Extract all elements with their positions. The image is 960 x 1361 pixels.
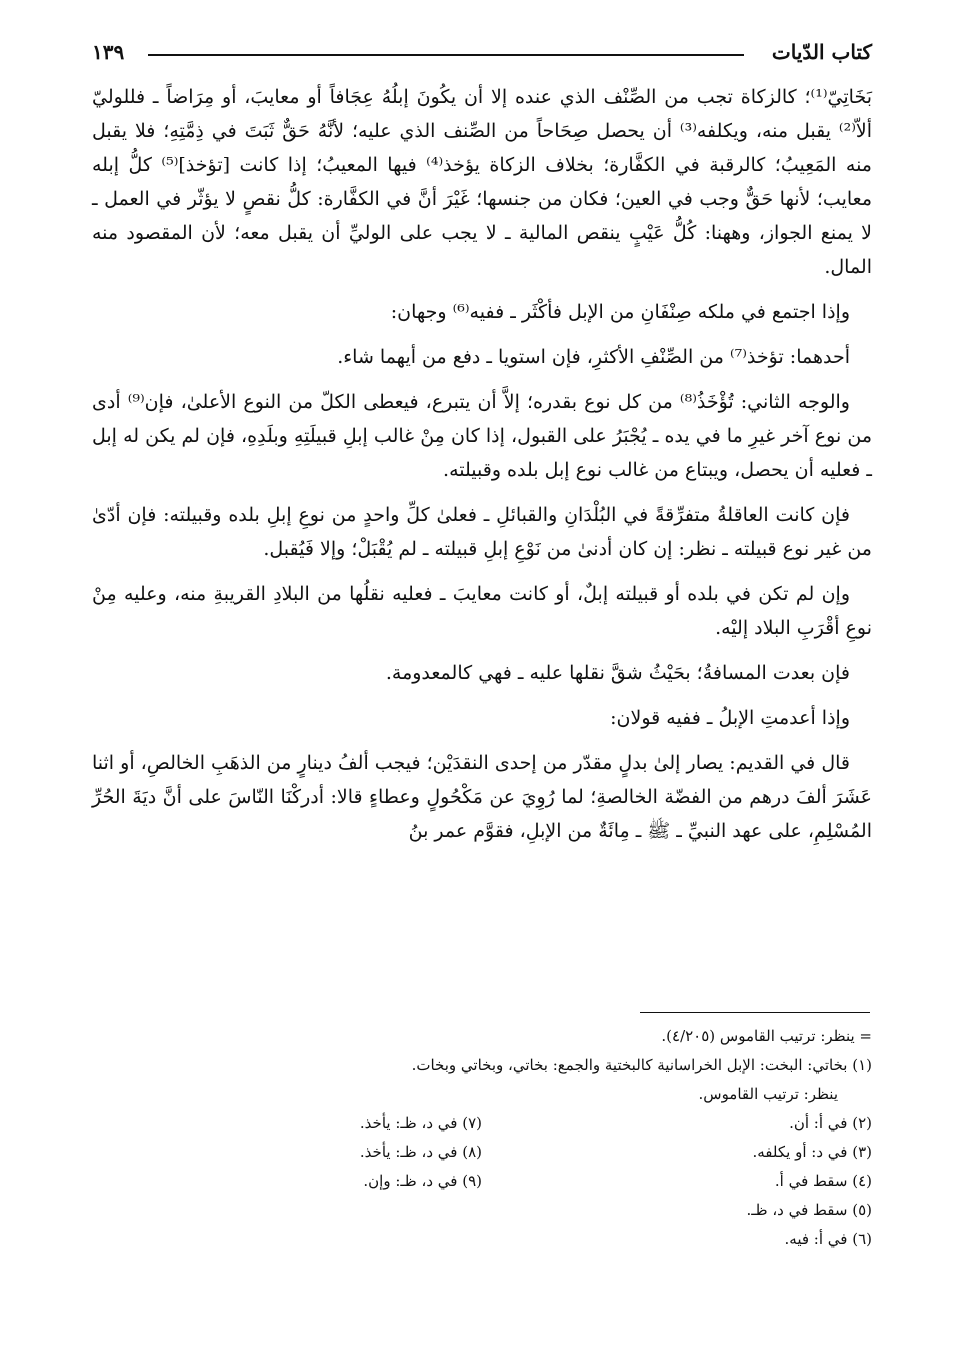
footnote-columns bbox=[92, 1109, 872, 1254]
paragraph-5: فإن كانت العاقلةُ متفرِّقةً في البُلْدَانِ والقبائلِ ـ فعلىٰ كلِّ واحدٍ من نوعِ إبلِ بلده وقبيلته: فإن أدّىٰ من غير نوع قبيلته ـ نظر: إن كان أدنىٰ من نَوْعِ إبلِ قبيلته ـ لم يُقْبَلْ؛ وإلا فَيُقبل. bbox=[92, 504, 872, 560]
footnote-separator bbox=[640, 1012, 870, 1013]
footnotes bbox=[92, 1022, 872, 1254]
footnote-8: (٨) في د، ظـ: يأخذ. bbox=[359, 1143, 482, 1161]
header-rule bbox=[148, 54, 744, 56]
footnote-6: (٦) في أ: فيه. bbox=[784, 1230, 872, 1248]
main-text bbox=[92, 80, 872, 859]
footnote-9: (٩) في د، ظـ: وإن. bbox=[363, 1172, 482, 1190]
footnote-1-reference: ينظر: ترتيب القاموس. bbox=[698, 1085, 838, 1103]
paragraph-9: قال في القديم: يصار إلىٰ بدلٍ مقدّر من إحدى النقدَيْن؛ فيجب ألفُ دينارٍ من الذهَبِ الخالصِ، أو اثنا عَشَرَ ألفَ درهم من الفضّة الخالصةِ؛ لما رُوِيَ عن مَكْحُولٍ وعطاءٍ قالا: أدركْنَا النّاسَ على أنَّ ديَةَ الحُرِّ المُسْلِمِ، على عهد النبيِّ ـ ﷺ ـ مِائَةٌ من الإبلِ، فقوَّم عمر بنُ bbox=[92, 752, 872, 842]
footnote-7: (٧) في د، ظـ: يأخذ. bbox=[359, 1114, 482, 1132]
footnote-2: (٢) في أ: أن. bbox=[789, 1114, 872, 1132]
footnote-5: (٥) سقط في د، ظـ. bbox=[746, 1201, 872, 1219]
footnote-3: (٣) في د: أو يكلفه. bbox=[752, 1143, 872, 1161]
running-header bbox=[92, 40, 872, 70]
paragraph-2: وإذا اجتمع في ملكه صِنْفَانِ من الإبل فأكْثَر ـ ففيه⁽⁶⁾ وجهان: bbox=[390, 301, 850, 323]
paragraph-1: بَخَاتِيّ⁽¹⁾؛ كالزكاة تجب من الصِّنْف الذي عنده إلا أن يكُونَ إبلُهُ عِجَافاً أو معايبَ، أو مِرَاضاً ـ فللوليّ ألاّ⁽²⁾ يقبل منه، ويكلفه⁽³⁾ أن يحصل صِحَاحاً من الصِّنف الذي عليه؛ لأنَّهُ حَقٌّ ثَبَتَ في ذِمَّتِهِ؛ فلا يقبل منه المَعِيبُ؛ كالرقبة في الكفَّارة؛ بخلاف الزكاة يؤخذ⁽⁴⁾ فيها المعيبُ؛ إذا كانت [تؤخذ]⁽⁵⁾ كلُّ إبله معايب؛ لأنها حَقٌّ وجب في العين؛ فكان من جنسها؛ غَيْرَ أنَّ في الكفَّارة: كلُّ نقصٍ لا يؤثّر في العمل ـ لا يمنع الجواز، وههنا: كُلُّ عَيْبٍ ينقص المالية ـ لا يجب على الوليِّ أن يقبل معه؛ لأن المقصود منه المال. bbox=[92, 86, 873, 278]
paragraph-7: فإن بعدت المسافةُ؛ بحَيْثُ شقَّ نقلها عليه ـ فهي كالمعدومة. bbox=[385, 662, 850, 684]
paragraph-4: والوجه الثاني: تُؤْخَذُ⁽⁸⁾ من كل نوع بقدره؛ إلاَّ أن يتبرع، فيعطى الكلّ من النوع الأعلىٰ، فإن⁽⁹⁾ أدى من نوع آخر غيرِ ما في يده ـ يُجْبَرُ على القبول، إذا كان مِنْ غالب إبلِ قبيلَتِهِ وبلَدِهِ، فإن لم يكن له إبل ـ فعليه أن يحصل، ويبتاع من غالب نوع إبل بلده وقبيلته. bbox=[92, 391, 872, 481]
footnote-1: (١) بخاتي: البخت: الإبل الخراسانية كالبختية والجمع: بخاتي، وبخاتي وبخات. bbox=[411, 1056, 872, 1074]
footnote-4: (٤) سقط في أ. bbox=[774, 1172, 872, 1190]
paragraph-6: وإن لم تكن في بلده أو قبيلته إبلٌ، أو كانت معايبَ ـ فعليه نقلُها من البلادِ القريبةِ منه، وعليه مِنْ نوعِ أقْرَبِ البلاد إليْه. bbox=[92, 583, 872, 639]
paragraph-8: وإذا أعدمتِ الإبلُ ـ ففيه قولان: bbox=[610, 707, 850, 729]
page-number: ١٣٩ bbox=[92, 40, 125, 64]
footnote-column-left bbox=[92, 1109, 482, 1254]
book-title: كتاب الدّيات bbox=[771, 40, 872, 64]
footnote-column-right bbox=[482, 1109, 872, 1254]
paragraph-3: أحدهما: تؤخذ⁽⁷⁾ من الصِّنْفِ الأكثرِ، فإن استويا ـ دفع من أيهما شاء. bbox=[337, 346, 850, 368]
footnote-continuation: = ينظر: ترتيب القاموس (٤/٢٠٥). bbox=[661, 1027, 872, 1045]
